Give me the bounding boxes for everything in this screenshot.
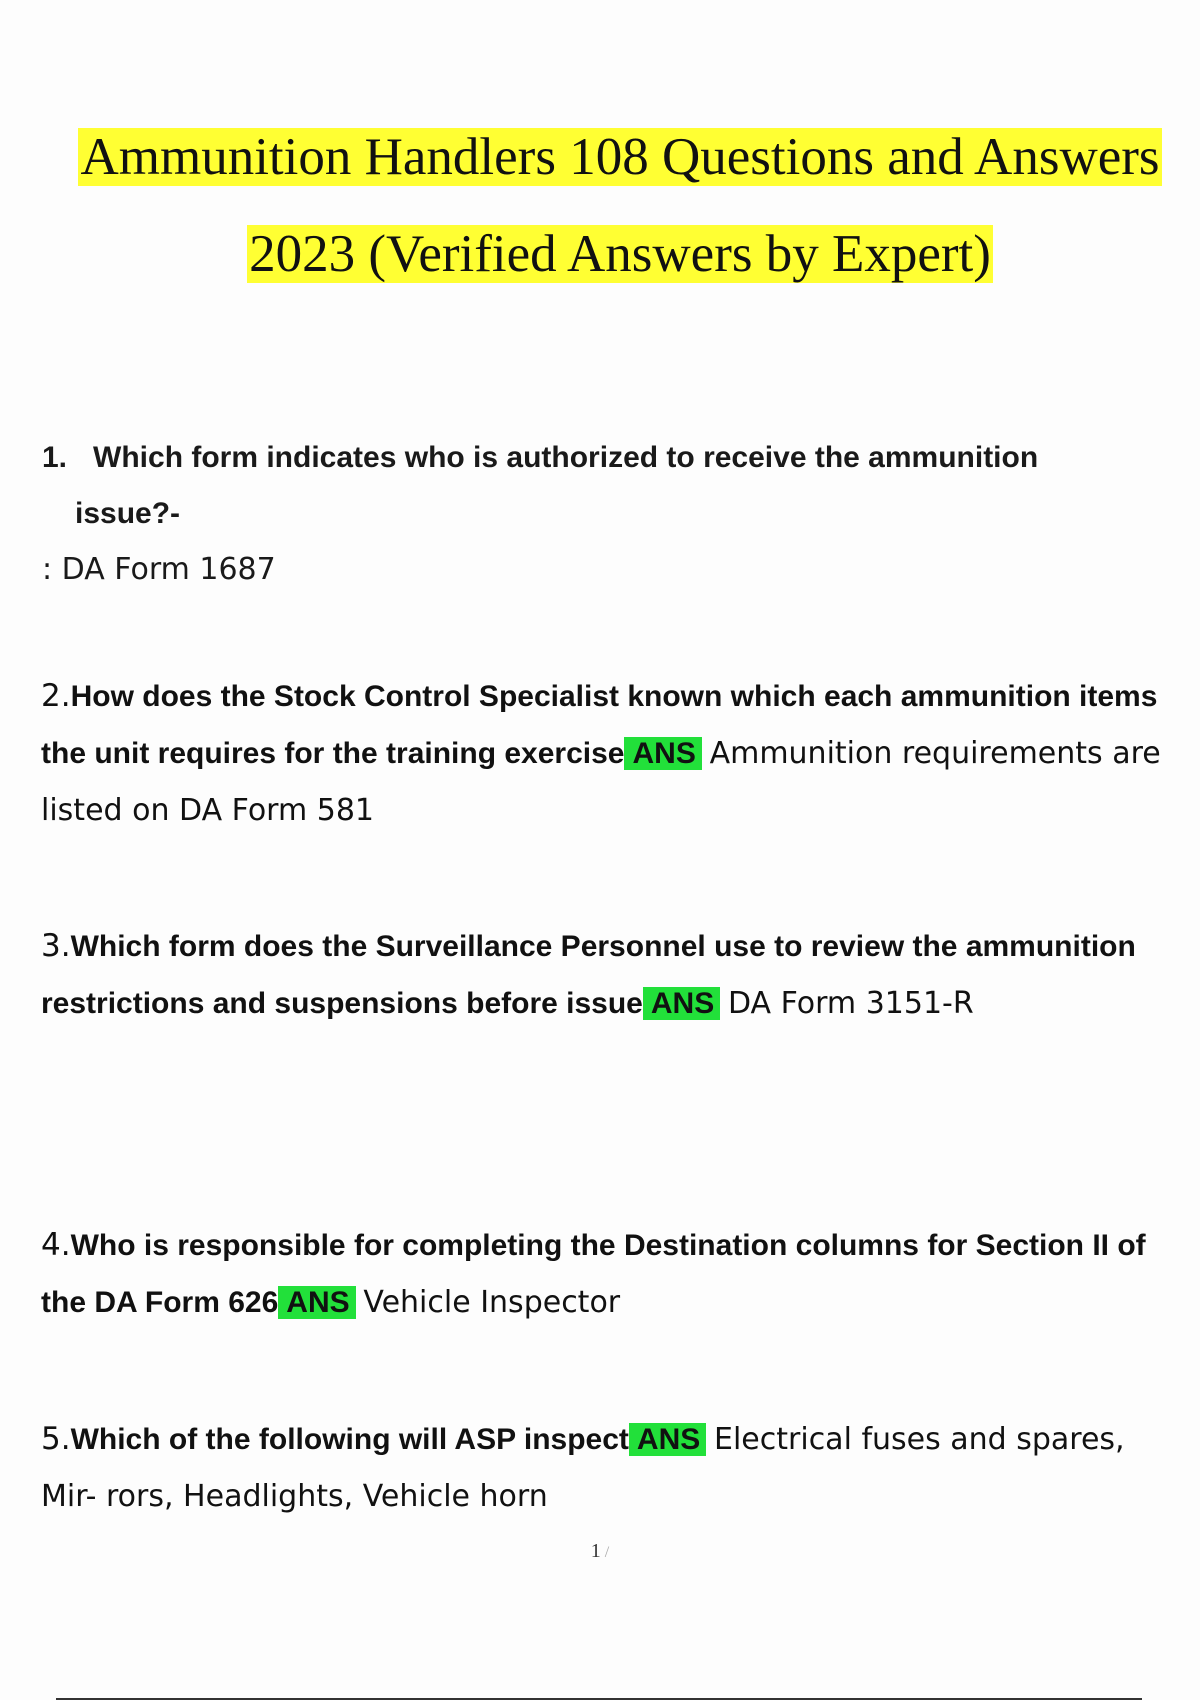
question-1-line-1 xyxy=(42,430,1038,486)
question-5 xyxy=(41,1411,1181,1525)
question-text: How does the Stock Control Specialist known which each ammunition items the unit requires for the training exercise xyxy=(41,680,1158,770)
question-3 xyxy=(41,918,1181,1032)
ans-badge: ANS xyxy=(629,1423,706,1456)
page-number-value: 1 xyxy=(590,1540,601,1562)
question-number: 2. xyxy=(41,678,71,714)
question-text: Which of the following will ASP inspect xyxy=(70,1423,629,1456)
page-number xyxy=(0,1540,1200,1563)
document-title-line-2 xyxy=(40,222,1200,286)
answer-text: Ammunition requirements are listed on DA Form 581 xyxy=(41,736,1161,828)
question-text: Who is responsible for completing the Destination columns for Section II of the DA Form 626 xyxy=(41,1229,1146,1319)
title-highlight: Ammunition Handlers 108 Questions and Answers xyxy=(80,128,1160,186)
answer-text: : DA Form 1687 xyxy=(42,552,276,587)
ans-badge: ANS xyxy=(278,1286,355,1319)
question-number: 1. xyxy=(42,441,68,474)
answer-text: Electrical fuses and spares, Mir- rors, Headlights, Vehicle horn xyxy=(41,1422,1125,1514)
document-title-line-1 xyxy=(40,125,1200,189)
title-highlight: 2023 (Verified Answers by Expert) xyxy=(249,225,991,283)
question-1-line-2: issue?- xyxy=(75,497,181,530)
ans-badge: ANS xyxy=(643,987,720,1020)
question-text: Which form does the Surveillance Personnel use to review the ammunition restrictions and suspensions before issue xyxy=(41,930,1136,1020)
question-4 xyxy=(41,1217,1181,1331)
ans-badge: ANS xyxy=(624,737,701,770)
question-number: 5. xyxy=(41,1421,71,1457)
question-number: 3. xyxy=(41,928,71,964)
question-2 xyxy=(41,668,1181,839)
answer-text: DA Form 3151-R xyxy=(727,986,974,1021)
question-text: Which form indicates who is authorized to receive the ammunition xyxy=(93,441,1039,474)
answer-text: Vehicle Inspector xyxy=(363,1285,621,1320)
page-separator: / xyxy=(604,1544,610,1561)
question-number: 4. xyxy=(41,1227,71,1263)
